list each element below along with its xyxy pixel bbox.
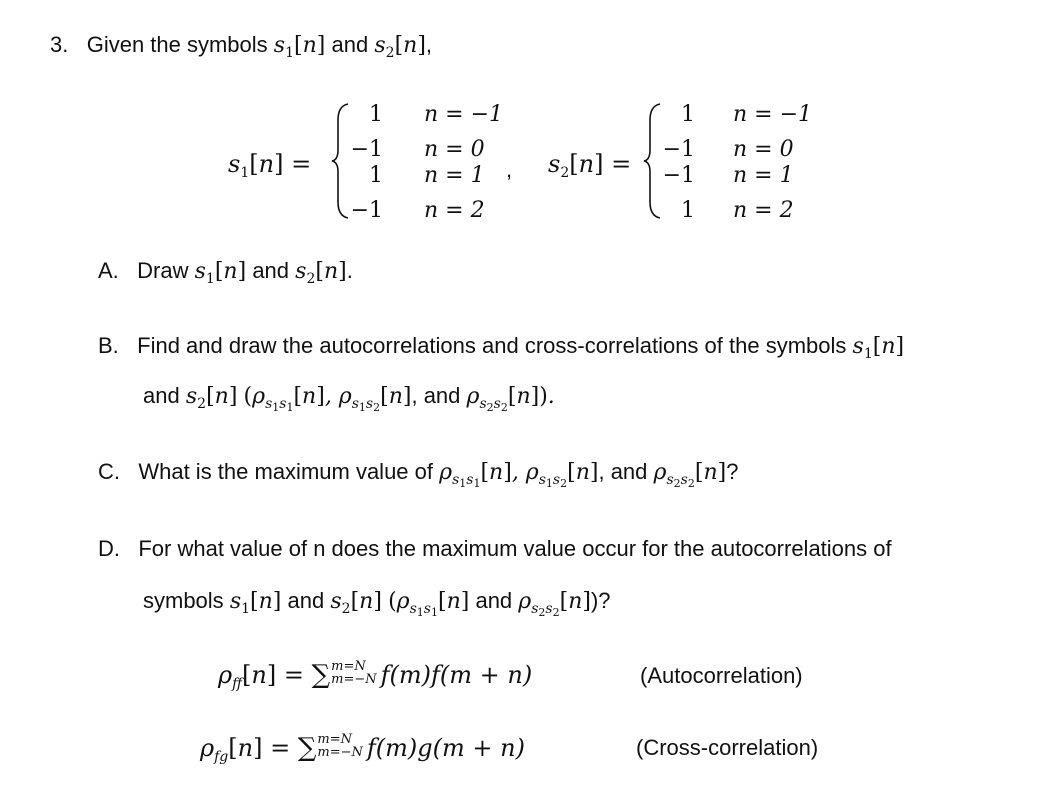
crosscorrelation-formula: $\rho_{fg}[n]$ = ∑ m=N m=−N f(m)g(m + n) (200, 731, 525, 765)
s1-row2-value: 1 (369, 163, 383, 188)
s2-lhs: $s_2[n]$ = (548, 150, 632, 181)
s2-row0-value: 1 (681, 102, 695, 127)
definition-separator: , (506, 157, 513, 182)
s2-row2-cond: n = 1 (733, 163, 794, 188)
autocorrelation-formula: $\rho_{ff}[n]$ = ∑ m=N m=−N f(m)f(m + n) (218, 658, 533, 692)
problem-number: 3. (50, 32, 69, 57)
problem-header (50, 32, 433, 61)
part-c-letter: C. (98, 459, 120, 484)
part-d-text: For what value of n does the maximum value occur for the autocorrelations of (138, 536, 892, 561)
s1-symbol: $s_1[n]$ (273, 33, 326, 61)
s1-row3-value: −1 (350, 198, 383, 223)
s1-row3-cond: n = 2 (424, 198, 485, 223)
s2-symbol: $s_2[n]$ (374, 33, 426, 61)
part-d-line2: symbols $s_1[n]$ and $s_2[n]$ ($\rho_{s_1s_1}[n]$ and $\rho_{s_2s_2}[n]$)? (143, 588, 611, 619)
part-d-line1 (98, 536, 892, 562)
part-b-line2: and $s_2[n]$ ($\rho_{s_1s_1}[n]$, $\rho_{s_1s_2}[n]$, and $\rho_{s_2s_2}[n]$). (143, 383, 555, 414)
part-b-line1: B. Find and draw the autocorrelations and cross-correlations of the symbols $s_1[n]$ (98, 333, 905, 362)
s2-row0-cond: n = −1 (733, 102, 813, 127)
s2-row1-value: −1 (662, 137, 695, 162)
s2-row3-value: 1 (681, 198, 695, 223)
part-c-text: What is the maximum value of (138, 459, 434, 484)
part-a-letter: A. (98, 258, 119, 283)
part-c: C. What is the maximum value of $\rho_{s_1s_1}[n]$, $\rho_{s_1s_2}[n]$, and $\rho_{s_2s_2}[n]$? (98, 459, 739, 490)
s2-row3-cond: n = 2 (733, 198, 794, 223)
part-b-letter: B. (98, 333, 119, 358)
intro-and: and (331, 32, 369, 57)
s1-row2-cond: n = 1 (424, 163, 485, 188)
s2-row1-cond: n = 0 (733, 137, 794, 162)
part-d-letter: D. (98, 536, 120, 561)
part-a-text: Draw (137, 258, 189, 283)
s1-row0-value: 1 (369, 102, 383, 127)
part-a: A. Draw $s_1[n]$ and $s_2[n]$. (98, 258, 353, 287)
s1-lhs: $s_1[n]$ = (228, 150, 312, 181)
part-a-end: . (346, 258, 353, 283)
crosscorrelation-label: (Cross-correlation) (636, 735, 819, 760)
autocorrelation-label: (Autocorrelation) (640, 663, 803, 688)
intro-text: Given the symbols (86, 32, 268, 57)
part-a-and: and (252, 258, 290, 283)
s1-row1-cond: n = 0 (424, 137, 485, 162)
s2-row2-value: −1 (662, 163, 695, 188)
intro-comma: , (425, 32, 433, 57)
part-b-text: Find and draw the autocorrelations and cross-correlations of the symbols (137, 333, 847, 358)
s1-row1-value: −1 (350, 137, 383, 162)
s1-row0-cond: n = −1 (424, 102, 504, 127)
